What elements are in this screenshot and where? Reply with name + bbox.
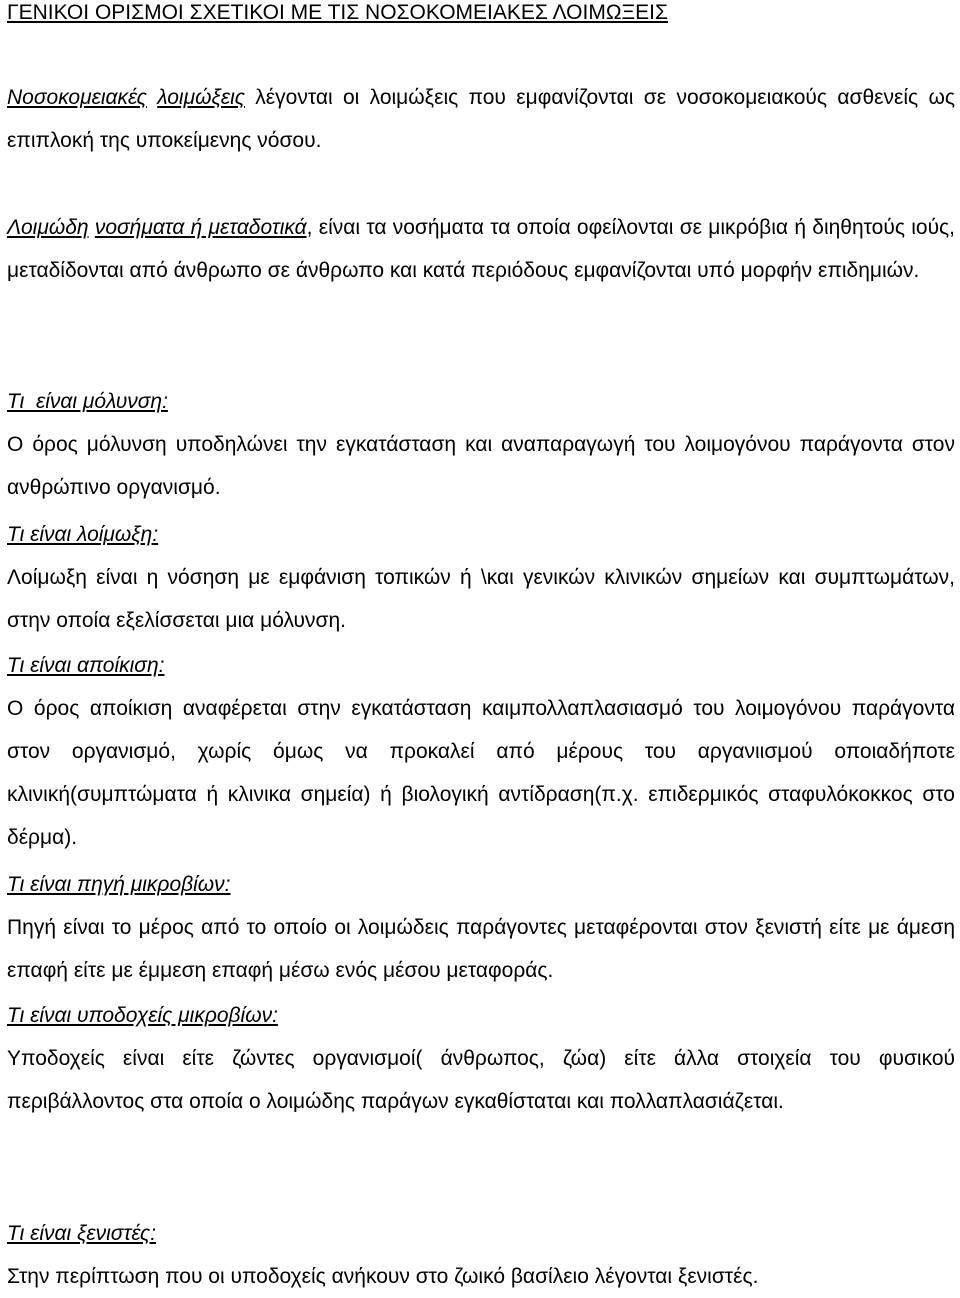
- term-diseases-transmissible: νοσήματα ή μεταδοτικά: [94, 216, 307, 239]
- section-heading: Τι είναι μόλυνση:: [7, 390, 168, 413]
- section-contamination: [7, 380, 955, 509]
- section-heading: Τι είναι αποίκιση:: [7, 654, 165, 677]
- section-infection: [7, 513, 955, 642]
- section-text: Πηγή είναι το μέρος από το οποίο οι λοιμώδεις παράγοντες μεταφέρονται στον ξενιστή είτε με άμεση επαφή είτε με έμμεση επαφή μέσω ενός μέσου μεταφοράς.: [7, 916, 955, 982]
- section-text: Υποδοχείς είναι είτε ζώντες οργανισμοί( άνθρωπος, ζώα) είτε άλλα στοιχεία του φυσικού περιβάλλοντος στα οποία ο λοιμώδης παράγων εγκαθίσταται και πολλαπλασιάζεται.: [7, 1047, 955, 1113]
- paragraph-nosocomial-text: λέγονται οι λοιμώξεις που εμφανίζονται σε νοσοκομειακούς ασθενείς ως επιπλοκή της υποκείμενης νόσου.: [7, 86, 955, 152]
- term-infectious: Λοιμώδη: [7, 216, 89, 239]
- section-heading: Τι είναι ξενιστές:: [7, 1222, 157, 1245]
- paragraph-infectious-diseases: [7, 206, 955, 292]
- section-text: Ο όρος αποίκιση αναφέρεται στην εγκατάσταση καιμπολλαπλασιασμό του λοιμογόνου παράγοντα στον οργανισμό, χωρίς όμως να προκαλεί από μέρους του αργανιισμού οποιαδήποτε κλινική(συμπτώματα ή κλινικα σημεία) ή βιολογική αντίδραση(π.χ. επιδερμικός σταφυλόκοκκος στο δέρμα).: [7, 697, 955, 849]
- section-text: Στην περίπτωση που οι υποδοχείς ανήκουν στο ζωικό βασίλειο λέγονται ξενιστές.: [7, 1265, 759, 1288]
- section-heading: Τι είναι λοίμωξη:: [7, 523, 159, 546]
- document-title: ΓΕΝΙΚΟΙ ΟΡΙΣΜΟΙ ΣΧΕΤΙΚΟΙ ΜΕ ΤΙΣ ΝΟΣΟΚΟΜΕΙΑΚΕΣ ΛΟΙΜΩΞΕΙΣ: [7, 1, 668, 24]
- paragraph-nosocomial: [7, 76, 955, 162]
- section-source: [7, 863, 955, 992]
- term-infections: λοιμώξεις: [157, 86, 245, 109]
- term-nosocomial: Νοσοκομειακές: [7, 86, 147, 109]
- paragraph-infectious-text: , είναι τα νοσήματα τα οποία οφείλονται σε μικρόβια ή διηθητούς ιούς, μεταδίδονται από άνθρωπο σε άνθρωπο και κατά περιόδους εμφανίζονται υπό μορφήν επιδημιών.: [7, 216, 956, 282]
- section-colonization: [7, 644, 955, 859]
- section-hosts: [7, 1212, 955, 1298]
- section-heading: Τι είναι υποδοχείς μικροβίων:: [7, 1004, 278, 1027]
- section-heading: Τι είναι πηγή μικροβίων:: [7, 873, 231, 896]
- section-receptors: [7, 994, 955, 1123]
- section-text: Ο όρος μόλυνση υποδηλώνει την εγκατάσταση και αναπαραγωγή του λοιμογόνου παράγοντα στον ανθρώπινο οργανισμό.: [7, 433, 955, 499]
- section-text: Λοίμωξη είναι η νόσηση με εμφάνιση τοπικών ή \και γενικών κλινικών σημείων και συμπτωμάτων, στην οποία εξελίσσεται μια μόλυνση.: [7, 566, 955, 632]
